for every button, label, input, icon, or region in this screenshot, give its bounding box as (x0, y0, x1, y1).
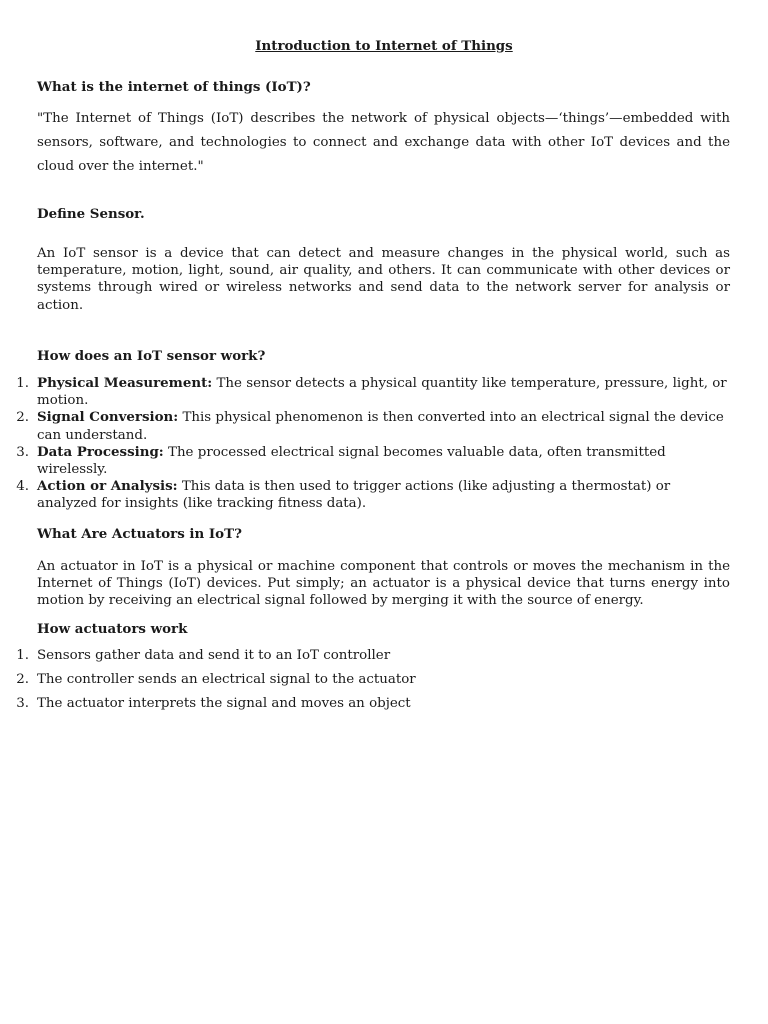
sensor-work-heading: How does an IoT sensor work? (37, 348, 266, 364)
list-term: Action or Analysis: (37, 478, 178, 495)
list-number: 3. (16, 444, 29, 460)
list-text: The controller sends an electrical signal to the actuator (37, 672, 416, 687)
list-number: 2. (16, 410, 29, 426)
sensor-work-list (0, 375, 730, 513)
list-number: 1. (16, 376, 29, 391)
list-item (0, 668, 730, 692)
actuators-heading: What Are Actuators in IoT? (37, 526, 242, 542)
sensor-heading: Define Sensor. (37, 206, 145, 222)
iot-definition: "The Internet of Things (IoT) describes the network of physical objects—‘things’—embedded with sensors, software, and technologies to connect and exchange data with other IoT devices and the cloud over the internet." (37, 111, 730, 174)
list-item (0, 692, 730, 716)
list-number: 4. (16, 479, 29, 495)
list-text: This physical phenomenon is then converted into an electrical signal the device can understand. (37, 410, 724, 443)
list-text: The actuator interprets the signal and moves an object (37, 696, 411, 711)
list-number: 2. (16, 672, 29, 687)
list-text: This data is then used to trigger actions (like adjusting a thermostat) or analyzed for insights (like tracking fitness data). (37, 479, 671, 512)
list-item (0, 478, 730, 512)
list-text: The sensor detects a physical quantity like temperature, pressure, light, or motion. (37, 376, 727, 409)
list-term: Data Processing: (37, 443, 164, 460)
actuators-definition: An actuator in IoT is a physical or machine component that controls or moves the mechanism in the Internet of Things (IoT) devices. Put simply; an actuator is a physical device that turns energy into motion by receiving an electrical signal followed by merging it with the source of energy. (37, 559, 730, 609)
list-term: Physical Measurement: (37, 375, 213, 391)
sensor-definition: An IoT sensor is a device that can detect and measure changes in the physical world, such as temperature, motion, light, sound, air quality, and others. It can communicate with other devices or systems through wired or wireless networks and send data to the network server for analysis or action. (37, 246, 730, 313)
list-item (0, 375, 730, 409)
list-item (0, 444, 730, 478)
iot-heading: What is the internet of things (IoT)? (37, 79, 311, 95)
actuators-work-list (0, 644, 730, 716)
actuators-work-heading: How actuators work (37, 621, 188, 637)
list-number: 3. (16, 696, 29, 711)
document-title: Introduction to Internet of Things (255, 38, 513, 54)
list-item (0, 409, 730, 443)
list-item (0, 644, 730, 668)
list-term: Signal Conversion: (37, 409, 179, 426)
list-text: Sensors gather data and send it to an IoT controller (37, 648, 391, 663)
list-text: The processed electrical signal becomes valuable data, often transmitted wirelessly. (37, 444, 666, 478)
list-number: 1. (16, 648, 29, 663)
